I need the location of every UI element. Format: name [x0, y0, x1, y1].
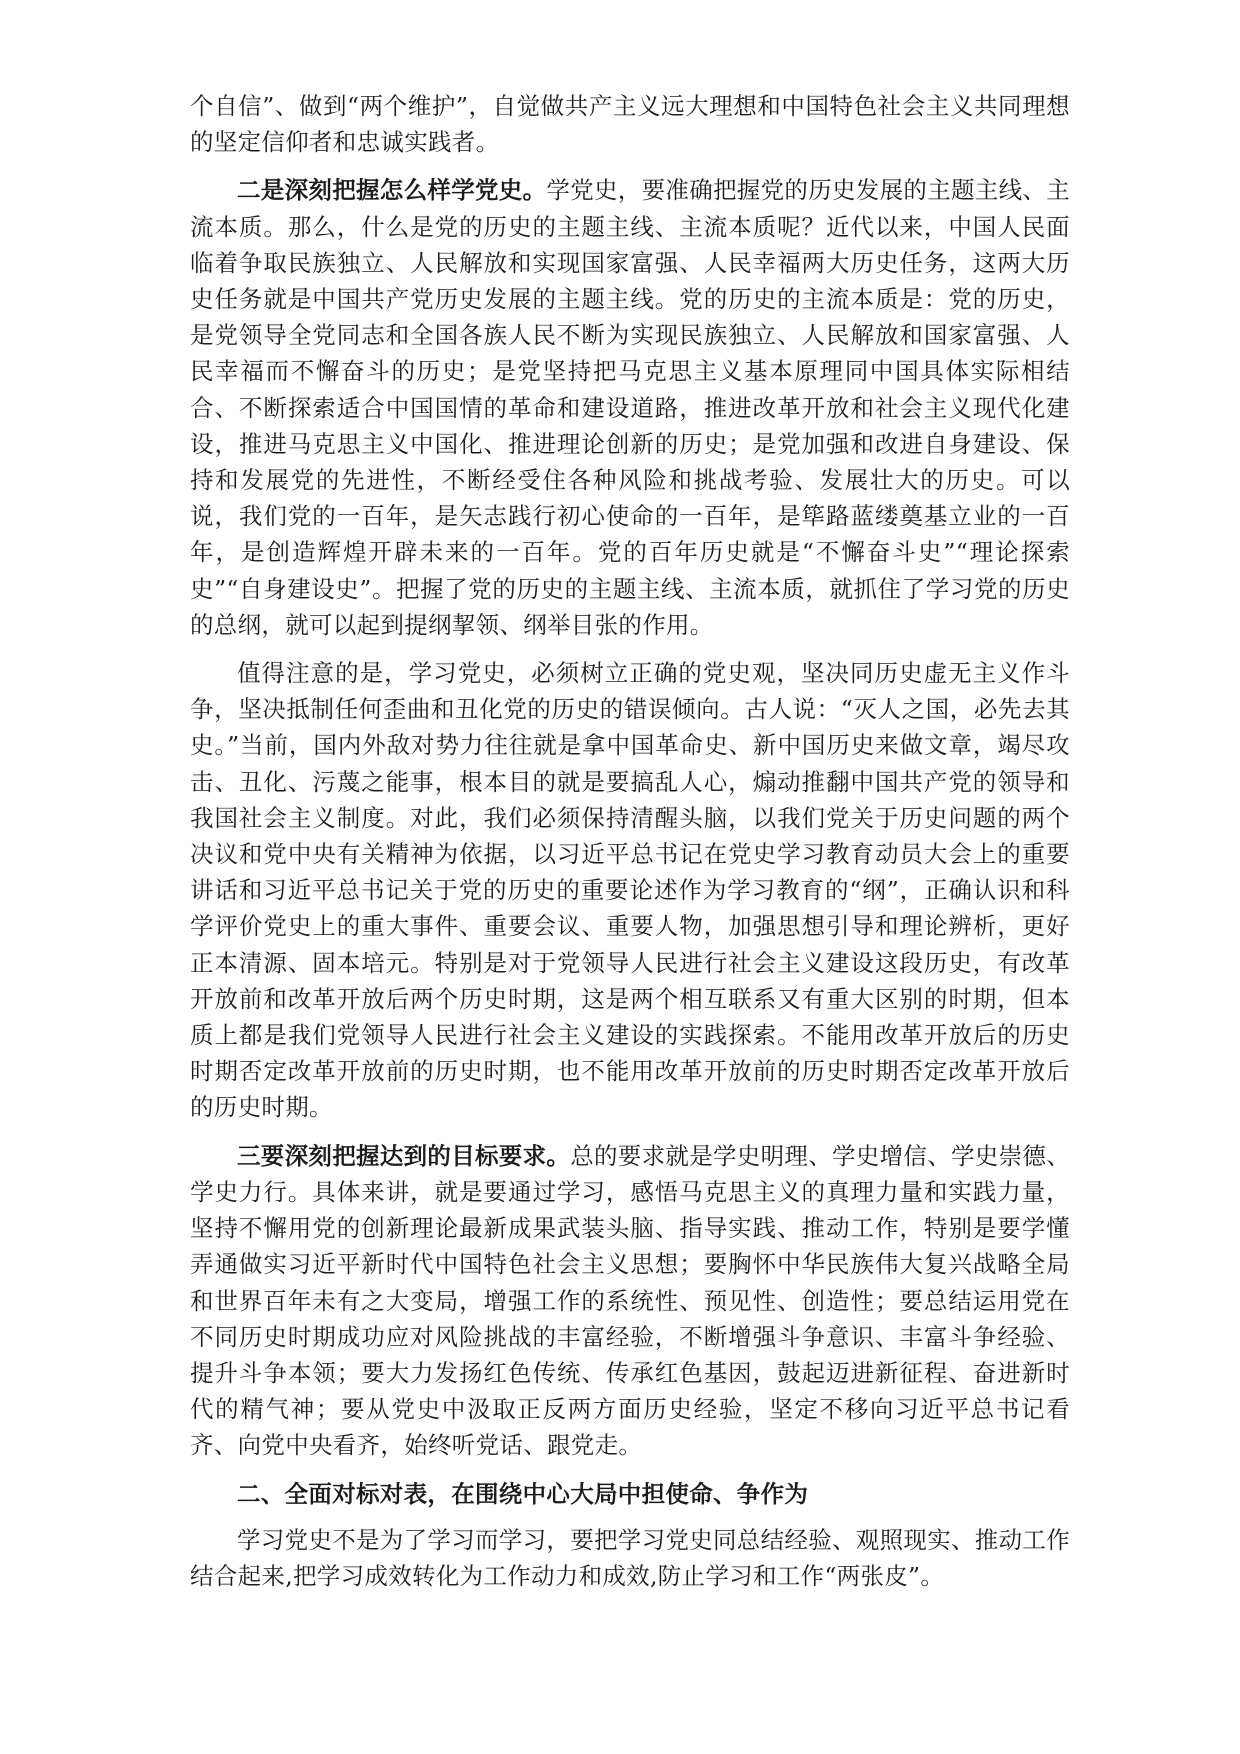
paragraph-2-lead: 二是深刻把握怎么样学党史。: [237, 176, 547, 205]
paragraph-3-text: 值得注意的是，学习党史，必须树立正确的党史观，坚决同历史虚无主义作斗争，坚决抵制任何歪曲和丑化党的历史的错误倾向。古人说：“灭人之国，必先去其史。”当前，国内外敌对势力往往就是拿中国革命史、新中国历史来做文章，竭尽攻击、丑化、污蔑之能事，根本目的就是要搞乱人心，煽动推翻中国共产党的领导和我国社会主义制度。对此，我们必须保持清醒头脑，以我们党关于历史问题的两个决议和党中央有关精神为依据，以习近平总书记在党史学习教育动员大会上的重要讲话和习近平总书记关于党的历史的重要论述作为学习教育的“纲”，正确认识和科学评价党史上的重大事件、重要会议、重要人物，加强思想引导和理论辨析，更好正本清源、固本培元。特别是对于党领导人民进行社会主义建设这段历史，有改革开放前和改革开放后两个历史时期，这是两个相互联系又有重大区别的时期，但本质上都是我们党领导人民进行社会主义建设的实践探索。不能用改革开放后的历史时期否定改革开放前的历史时期，也不能用改革开放前的历史时期否定改革开放后的历史时期。: [190, 659, 1070, 1122]
paragraph-2: [190, 172, 1070, 643]
paragraph-4: [190, 1138, 1070, 1464]
paragraph-1: [190, 88, 1070, 160]
paragraph-4-text: 总的要求就是学史明理、学史增信、学史崇德、学史力行。具体来讲，就是要通过学习，感悟马克思主义的真理力量和实践力量，坚持不懈用党的创新理论最新成果武装头脑、指导实践、推动工作，特别是要学懂弄通做实习近平新时代中国特色社会主义思想；要胸怀中华民族伟大复兴战略全局和世界百年未有之大变局，增强工作的系统性、预见性、创造性；要总结运用党在不同历史时期成功应对风险挑战的丰富经验，不断增强斗争意识、丰富斗争经验、提升斗争本领；要大力发扬红色传统、传承红色基因，鼓起迈进新征程、奋进新时代的精气神；要从党史中汲取正反两方面历史经验，坚定不移向习近平总书记看齐、向党中央看齐，始终听党话、跟党走。: [190, 1141, 1071, 1460]
paragraph-3: [190, 655, 1070, 1126]
section-heading: 二、全面对标对表，在围绕中心大局中担使命、争作为: [237, 1479, 809, 1508]
final-paragraph: 学习党史不是为了学习而学习，要把学习党史同总结经验、观照现实、推动工作结合起来,把学习成效转化为工作动力和成效,防止学习和工作“两张皮”。: [190, 1525, 1070, 1590]
document-page: [190, 88, 1070, 1606]
paragraph-4-lead: 三要深刻把握达到的目标要求。: [237, 1141, 571, 1170]
paragraph-1-text: 个自信”、做到“两个维护”，自觉做共产主义远大理想和中国特色社会主义共同理想的坚定信仰者和忠诚实践者。: [190, 92, 1070, 157]
paragraph-2-text: 学党史，要准确把握党的历史发展的主题主线、主流本质。那么，什么是党的历史的主题主线、主流本质呢？近代以来，中国人民面临着争取民族独立、人民解放和实现国家富强、人民幸福两大历史任务，这两大历史任务就是中国共产党历史发展的主题主线。党的历史的主流本质是：党的历史，是党领导全党同志和全国各族人民不断为实现民族独立、人民解放和国家富强、人民幸福而不懈奋斗的历史；是党坚持把马克思主义基本原理同中国具体实际相结合、不断探索适合中国国情的革命和建设道路，推进改革开放和社会主义现代化建设，推进马克思主义中国化、推进理论创新的历史；是党加强和改进自身建设、保持和发展党的先进性，不断经受住各种风险和挑战考验、发展壮大的历史。可以说，我们党的一百年，是矢志践行初心使命的一百年，是筚路蓝缕奠基立业的一百年，是创造辉煌开辟未来的一百年。党的百年历史就是“不懈奋斗史”“理论探索史”“自身建设史”。把握了党的历史的主题主线、主流本质，就抓住了学习党的历史的总纲，就可以起到提纲挈领、纲举目张的作用。: [190, 176, 1071, 639]
